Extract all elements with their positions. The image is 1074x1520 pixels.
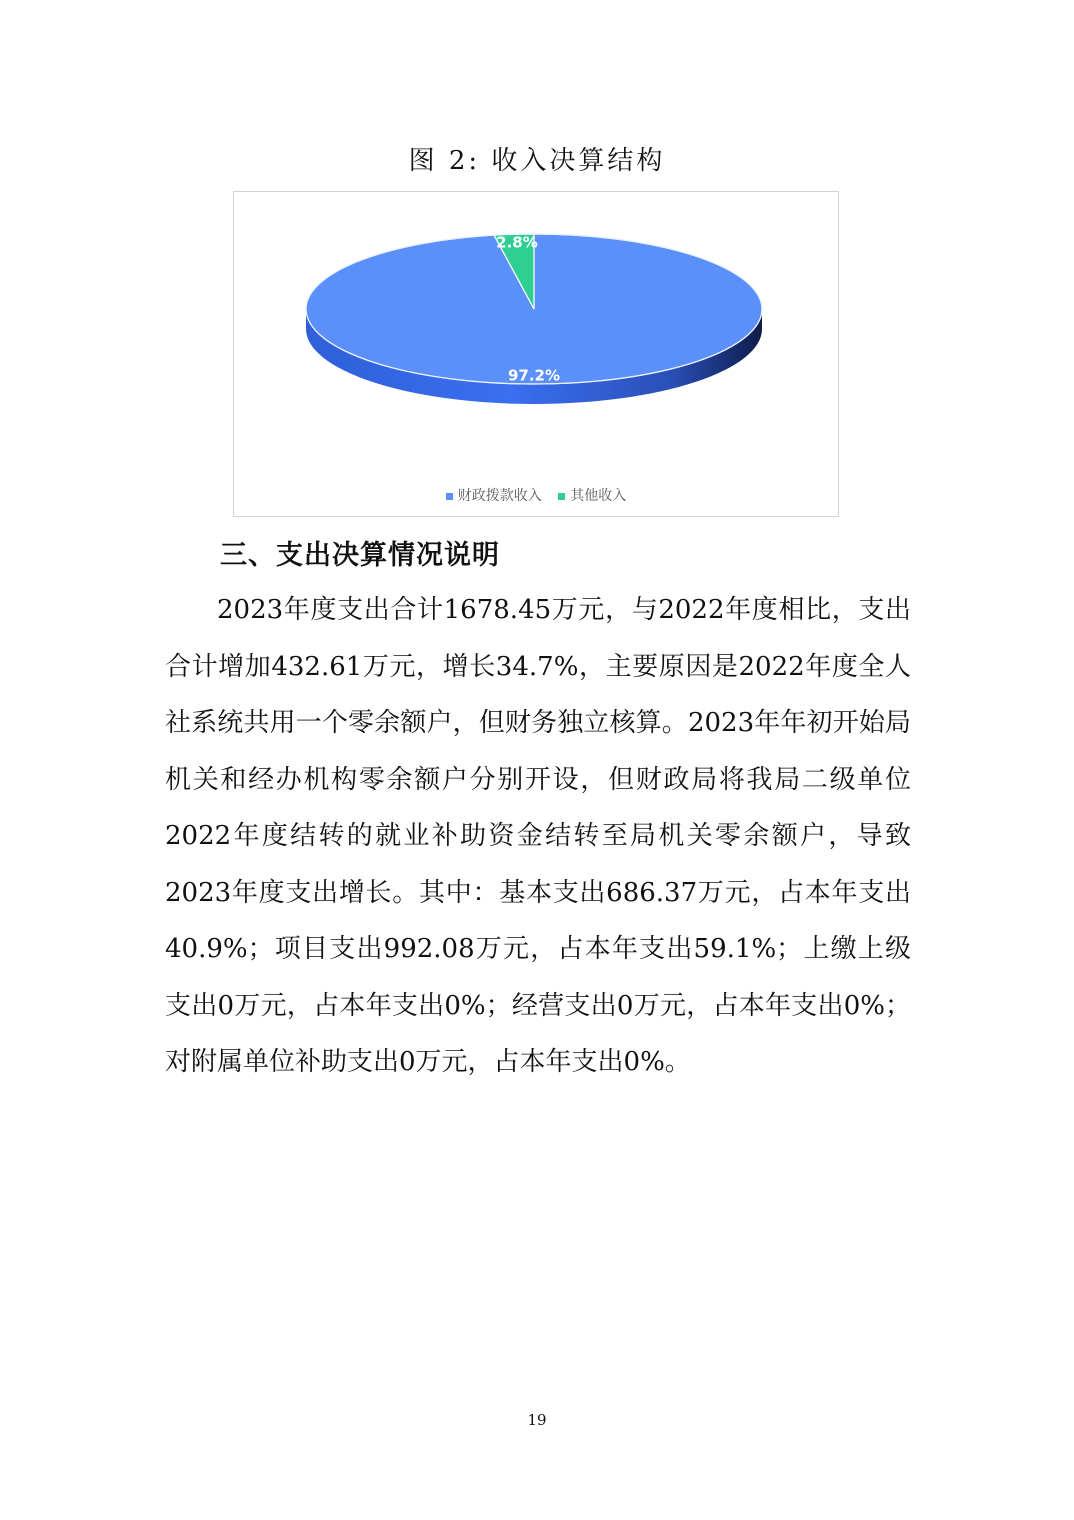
chart-legend [234, 485, 838, 505]
legend-item-other [558, 485, 626, 505]
figure-caption: 图 2: 收入决算结构 [408, 146, 666, 176]
section-heading: 三、支出决算情况说明 [220, 540, 500, 571]
legend-swatch-other [558, 493, 565, 500]
pie-label-fiscal: 97.2% [507, 366, 561, 385]
pie-chart [233, 191, 839, 517]
legend-item-fiscal [446, 485, 542, 505]
pie-chart-svg [234, 192, 840, 518]
legend-label-other: 其他收入 [570, 488, 627, 504]
legend-swatch-fiscal [446, 493, 453, 500]
body-paragraph: 2023年度支出合计1678.45万元，与2022年度相比，支出合计增加432.61万元，增长34.7%，主要原因是2022年度全人社系统共用一个零余额户，但财务独立核算。2023年年初开始局机关和经办机构零余额户分别开设，但财政局将我局二级单位2022年度结转的就业补助资金结转至局机关零余额户，导致2023年度支出增长。其中：基本支出686.37万元，占本年支出40.9%；项目支出992.08万元，占本年支出59.1%；上缴上级支出0万元，占本年支出0%；经营支出0万元，占本年支出0%；对附属单位补助支出0万元，占本年支出0%。 [165, 595, 911, 1077]
legend-label-fiscal: 财政拨款收入 [457, 488, 542, 504]
pie-label-other: 2.8% [496, 233, 538, 252]
page-number: 19 [527, 1411, 547, 1429]
